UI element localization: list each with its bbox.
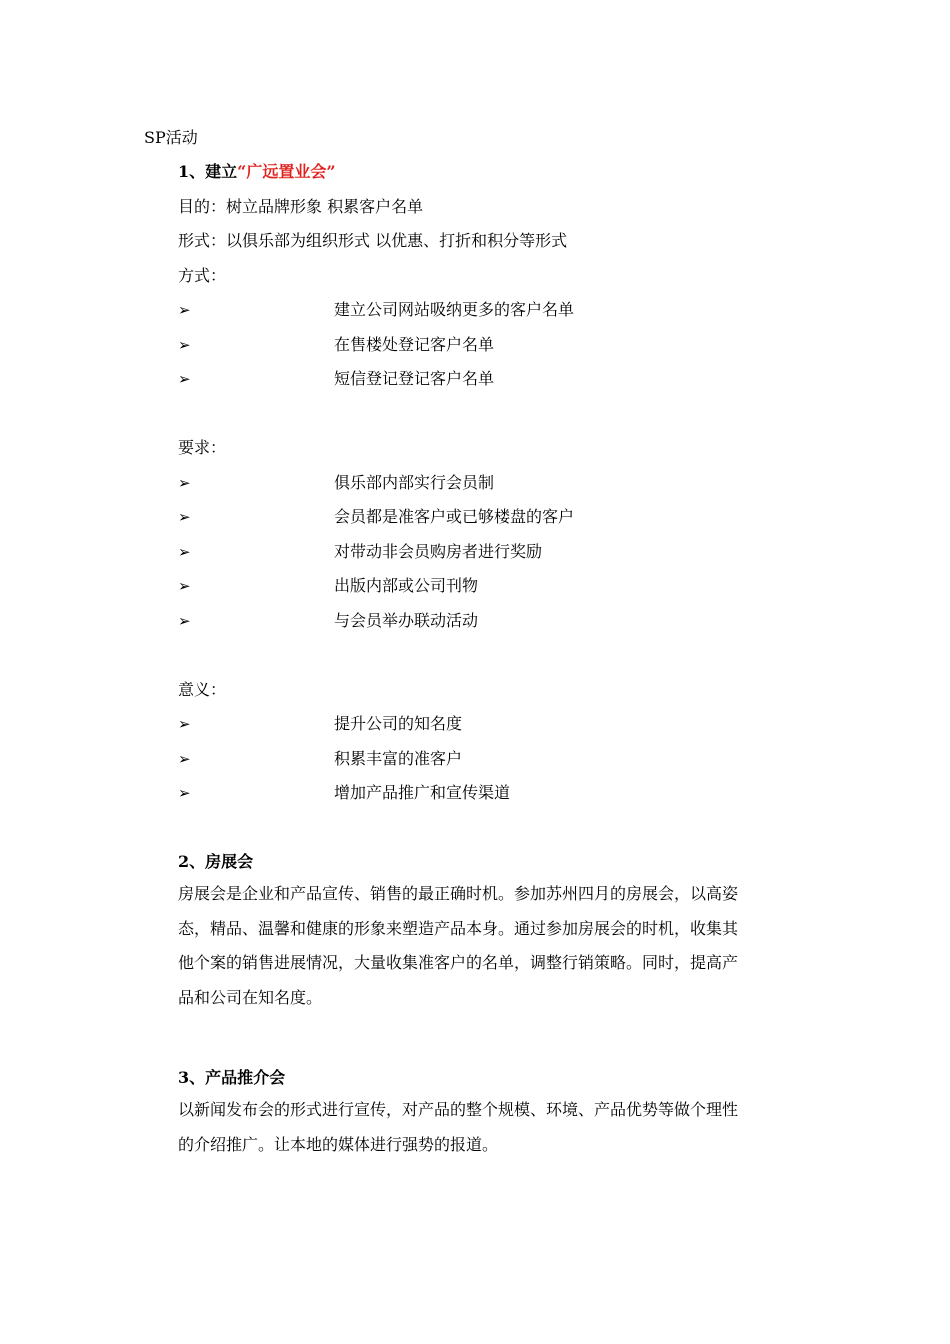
bullet-arrow-icon: ➢ — [178, 750, 191, 768]
paragraph-line: 的介绍推广。让本地的媒体进行强势的报道。 — [178, 1134, 499, 1154]
bullet-arrow-icon: ➢ — [178, 543, 191, 561]
section1-heading-highlight: “广远置业会” — [237, 162, 336, 181]
list-item-text: 短信登记登记客户名单 — [334, 369, 495, 388]
section1-form: 形式：以俱乐部为组织形式 以优惠、打折和积分等形式 — [178, 231, 568, 250]
section1-heading — [178, 162, 336, 182]
paragraph-line: 他个案的销售进展情况，大量收集准客户的名单，调整行销策略。同时，提高产 — [178, 953, 739, 972]
bullet-arrow-icon: ➢ — [178, 612, 191, 630]
bullet-arrow-icon: ➢ — [178, 336, 191, 354]
list-item-text: 在售楼处登记客户名单 — [334, 335, 495, 354]
section2-paragraph — [178, 877, 778, 1015]
list-item-text: 与会员举办联动活动 — [334, 611, 479, 630]
list-item-text: 增加产品推广和宣传渠道 — [334, 783, 511, 802]
methods-label: 方式： — [178, 266, 227, 285]
requirements-label: 要求： — [178, 438, 227, 457]
bullet-arrow-icon: ➢ — [178, 715, 191, 733]
list-item-text: 对带动非会员购房者进行奖励 — [334, 542, 543, 561]
bullet-arrow-icon: ➢ — [178, 301, 191, 319]
bullet-arrow-icon: ➢ — [178, 577, 191, 595]
list-item-text: 提升公司的知名度 — [334, 714, 463, 733]
doc-title: SP活动 — [144, 128, 198, 147]
paragraph-line: 房展会是企业和产品宣传、销售的最正确时机。参加苏州四月的房展会，以高姿 — [178, 884, 739, 903]
section1-heading-prefix: 1、建立 — [178, 162, 238, 181]
bullet-arrow-icon: ➢ — [178, 784, 191, 802]
section3-paragraph — [178, 1093, 778, 1162]
paragraph-line: 以新闻发布会的形式进行宣传，对产品的整个规模、环境、产品优势等做个理性 — [178, 1100, 739, 1119]
significance-label: 意义： — [178, 680, 227, 699]
list-item-text: 建立公司网站吸纳更多的客户名单 — [334, 300, 575, 319]
list-item-text: 积累丰富的准客户 — [334, 749, 463, 768]
paragraph-line: 品和公司在知名度。 — [178, 987, 323, 1007]
section2-heading: 2、房展会 — [178, 852, 254, 871]
section1-purpose: 目的：树立品牌形象 积累客户名单 — [178, 197, 424, 216]
list-item-text: 俱乐部内部实行会员制 — [334, 473, 495, 492]
section3-heading: 3、产品推介会 — [178, 1068, 286, 1087]
paragraph-line: 态，精品、温馨和健康的形象来塑造产品本身。通过参加房展会的时机，收集其 — [178, 918, 739, 938]
bullet-arrow-icon: ➢ — [178, 508, 191, 526]
list-item-text: 出版内部或公司刊物 — [334, 576, 479, 595]
list-item-text: 会员都是准客户或已够楼盘的客户 — [334, 507, 575, 526]
bullet-arrow-icon: ➢ — [178, 474, 191, 492]
bullet-arrow-icon: ➢ — [178, 370, 191, 388]
